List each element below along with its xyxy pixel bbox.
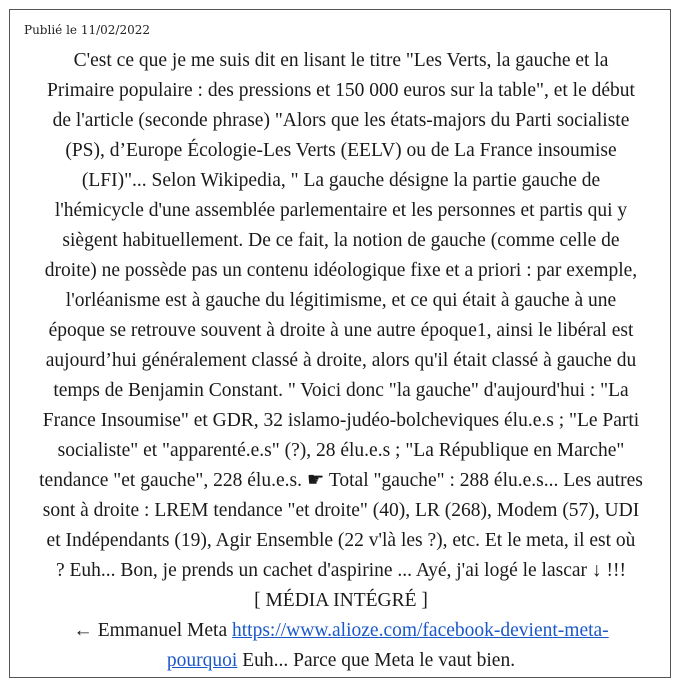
body-line: l'hémicycle d'une assemblée parlementaire et les personnes et partis qui y xyxy=(54,200,628,221)
body-line: droite) ne possède pas un contenu idéologique fixe et a priori : par exemple, xyxy=(44,260,638,281)
body-line: Primaire populaire : des pressions et 150 000 euros sur la table", et le début xyxy=(47,80,635,101)
article-link[interactable]: https://www.alioze.com/facebook-devient-meta- xyxy=(231,620,609,641)
body-line: époque se retrouve souvent à droite à une autre époque1, ainsi le libéral est xyxy=(48,320,634,341)
post-card xyxy=(9,9,671,678)
body-line: aujourd’hui généralement classé à droite, alors qu'il était classé à gauche du xyxy=(45,350,637,371)
body-line: (LFI)"... Selon Wikipedia, " La gauche désigne la partie gauche de xyxy=(81,170,601,191)
post-body xyxy=(12,46,670,676)
body-line: (PS), d’Europe Écologie-Les Verts (EELV) ou de La France insoumise xyxy=(65,140,617,161)
body-line: ? Euh... Bon, je prends un cachet d'aspirine ... Ayé, j'ai logé le lascar ↓ !!! xyxy=(55,560,626,581)
body-line: et Indépendants (19), Agir Ensemble (22 v'là les ?), etc. Et le meta, il est où xyxy=(46,530,636,551)
body-line: sont à droite : LREM tendance "et droite" (40), LR (268), Modem (57), UDI xyxy=(42,500,640,521)
publish-date: Publié le 11/02/2022 xyxy=(24,23,150,37)
embedded-media-label: [ MÉDIA INTÉGRÉ ] xyxy=(254,590,428,611)
body-line: France Insoumise" et GDR, 32 islamo-judéo-bolcheviques élu.e.s ; "Le Parti xyxy=(42,410,640,431)
body-line: tendance "et gauche", 228 élu.e.s. ☛ Total "gauche" : 288 élu.e.s... Les autres xyxy=(39,470,643,491)
caption-suffix: Euh... Parce que Meta le vaut bien. xyxy=(237,650,516,671)
article-link-continued[interactable]: pourquoi xyxy=(166,650,238,671)
body-line: de l'article (seconde phrase) "Alors que les états-majors du Parti socialiste xyxy=(52,110,630,131)
body-line: temps de Benjamin Constant. " Voici donc "la gauche" d'aujourd'hui : "La xyxy=(53,380,629,401)
body-line: l'orléanisme est à gauche du légitimisme, et ce qui était à gauche à une xyxy=(65,290,617,311)
caption-prefix: ← Emmanuel Meta xyxy=(73,620,232,641)
caption-line xyxy=(12,646,670,676)
body-line: socialiste" et "apparenté.e.s" (?), 28 élu.e.s ; "La République en Marche" xyxy=(57,440,625,461)
body-line: siègent habituellement. De ce fait, la notion de gauche (comme celle de xyxy=(62,230,620,251)
body-line: C'est ce que je me suis dit en lisant le titre "Les Verts, la gauche et la xyxy=(73,50,609,71)
caption-line xyxy=(12,616,670,646)
